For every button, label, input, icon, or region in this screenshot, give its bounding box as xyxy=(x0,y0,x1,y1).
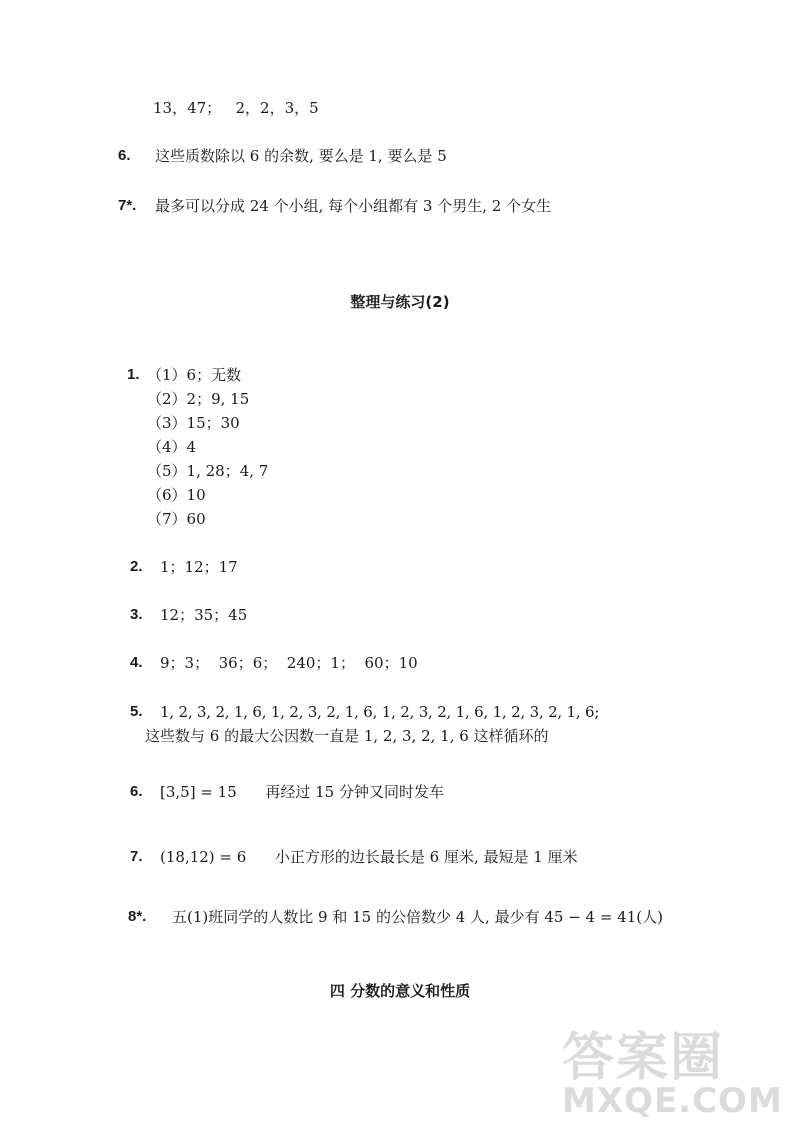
watermark-logo-url: MXQE.COM xyxy=(562,1081,783,1121)
chapter-title: 四 分数的意义和性质 xyxy=(329,982,471,1000)
item-number: 7. xyxy=(130,848,143,865)
item-number: 8*. xyxy=(128,908,147,925)
answer-text: (18,12) = 6 小正方形的边长最长是 6 厘米, 最短是 1 厘米 xyxy=(160,848,578,866)
answer-text-continued: 这些数与 6 的最大公因数一直是 1, 2, 3, 2, 1, 6 这样循环的 xyxy=(145,727,549,745)
answer-text: 9；3； 36；6； 240；1； 60；10 xyxy=(160,654,418,672)
answer-text: [3,5] = 15 再经过 15 分钟又同时发车 xyxy=(160,783,444,801)
item-number: 2. xyxy=(130,558,143,575)
sub-answer: （5）1, 28；4, 7 xyxy=(147,462,269,480)
sub-answer: （1）6；无数 xyxy=(147,366,242,384)
answer-text: 这些质数除以 6 的余数, 要么是 1, 要么是 5 xyxy=(155,147,447,165)
sub-answer: （7）60 xyxy=(147,510,206,528)
item-number: 4. xyxy=(130,654,143,671)
watermark-logo xyxy=(562,1013,782,1123)
item-number: 6. xyxy=(130,783,143,800)
item-number: 7*. xyxy=(118,197,137,214)
watermark-logo-mark: 答案圈 xyxy=(562,1028,725,1088)
answer-text: 12；35；45 xyxy=(160,606,248,624)
item-number: 3. xyxy=(130,606,143,623)
sub-answer: （3）15；30 xyxy=(147,414,240,432)
answer-line-continuation: 13，47； 2，2，3，5 xyxy=(153,99,319,117)
sub-answer: （2）2；9, 15 xyxy=(147,390,250,408)
item-number: 1. xyxy=(127,366,140,383)
answer-text: 五(1)班同学的人数比 9 和 15 的公倍数少 4 人, 最少有 45 − 4 = 41(人) xyxy=(172,908,663,926)
item-number: 5. xyxy=(130,703,143,720)
section-title: 整理与练习(2) xyxy=(350,293,450,311)
item-number: 6. xyxy=(118,147,131,164)
answer-text: 最多可以分成 24 个小组, 每个小组都有 3 个男生, 2 个女生 xyxy=(155,197,552,215)
answer-text: 1, 2, 3, 2, 1, 6, 1, 2, 3, 2, 1, 6, 1, 2, 3, 2, 1, 6, 1, 2, 3, 2, 1, 6; xyxy=(160,703,600,721)
answer-text: 1；12；17 xyxy=(160,558,238,576)
sub-answer: （6）10 xyxy=(147,486,206,504)
sub-answer: （4）4 xyxy=(147,438,197,456)
